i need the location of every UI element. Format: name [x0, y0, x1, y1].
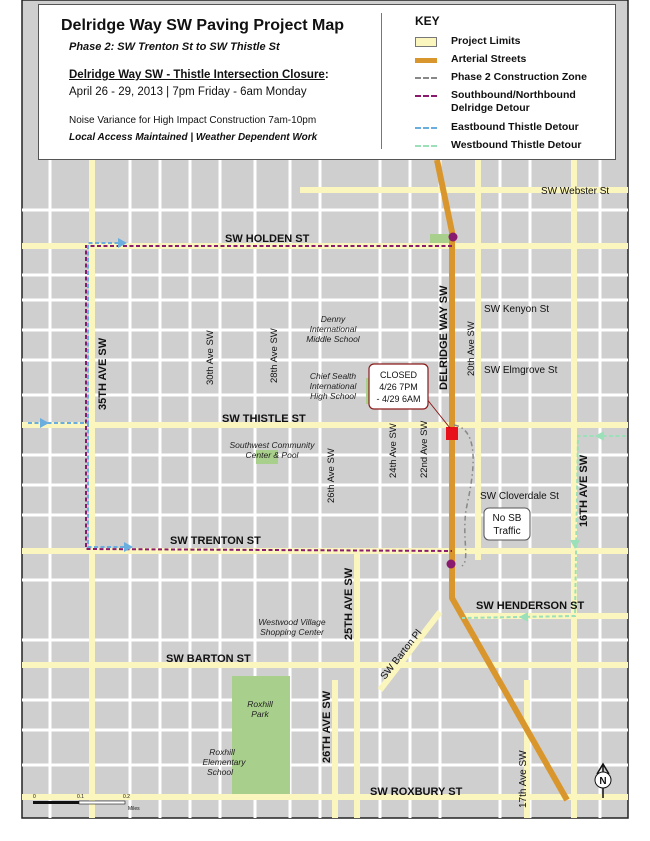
label-22nd: 22nd Ave SW — [419, 420, 430, 478]
label-webster: SW Webster St — [541, 186, 610, 197]
label-delridge: DELRIDGE WAY SW — [438, 285, 450, 390]
label-26th: 26th Ave SW — [326, 448, 337, 503]
noise-variance-note: Noise Variance for High Impact Construction 7am-10pm — [69, 115, 317, 126]
key-label-construction: Phase 2 Construction Zone — [451, 71, 587, 83]
closure-marker — [446, 427, 458, 440]
label-35th: 35TH AVE SW — [97, 337, 109, 410]
key-label-arterial: Arterial Streets — [451, 53, 527, 65]
place-roxhill-school-1: Roxhill — [209, 747, 235, 757]
key-label-nb-sb-line2: Delridge Detour — [451, 102, 530, 114]
detour-point-trenton — [447, 560, 456, 569]
place-denny-1: Denny — [320, 314, 346, 324]
place-sealth-3: High School — [310, 391, 356, 401]
map-title: Delridge Way SW Paving Project Map — [61, 17, 345, 34]
label-henderson: SW HENDERSON ST — [476, 600, 585, 612]
key-item-nb-sb-detour — [415, 89, 576, 119]
north-letter: N — [599, 776, 607, 787]
key-label-nb-sb-line1: Southbound/Northbound — [451, 89, 576, 101]
nb-sb-detour-swatch — [415, 95, 437, 97]
scale-bar-left — [33, 801, 79, 804]
key-label-westbound: Westbound Thistle Detour — [451, 139, 582, 151]
construction-swatch — [415, 77, 437, 79]
map-subtitle: Phase 2: SW Trenton St to SW Thistle St — [69, 41, 280, 53]
key-divider — [381, 13, 382, 149]
key-item-construction — [415, 71, 587, 87]
place-sealth-1: Chief Sealth — [309, 371, 357, 381]
arterial-swatch — [415, 58, 437, 63]
label-elmgrove: SW Elmgrove St — [484, 365, 558, 376]
place-roxhill-park-2: Park — [251, 709, 269, 719]
key-label-nb-sb-detour — [451, 89, 576, 115]
label-barton: SW BARTON ST — [166, 653, 251, 665]
label-25th: 25TH AVE SW — [343, 567, 355, 640]
label-roxbury: SW ROXBURY ST — [370, 786, 463, 798]
label-holden: SW HOLDEN ST — [225, 233, 310, 245]
place-denny-2: International — [309, 324, 357, 334]
label-24th: 24th Ave SW — [388, 423, 399, 478]
key-item-arterial — [415, 53, 526, 69]
closed-line-1: CLOSED — [379, 370, 418, 380]
label-cloverdale: SW Cloverdale St — [480, 491, 559, 502]
scale-unit: Miles — [128, 806, 140, 812]
place-westwood-2: Shopping Center — [260, 627, 324, 637]
access-note: Local Access Maintained | Weather Dependent Work — [69, 132, 318, 143]
closed-line-2: 4/26 7PM — [379, 382, 418, 392]
westbound-detour-swatch — [415, 145, 437, 147]
place-roxhill-park-1: Roxhill — [247, 699, 273, 709]
key-title: KEY — [415, 14, 440, 28]
no-sb-line-1: No SB — [492, 513, 522, 524]
label-30th: 30th Ave SW — [205, 330, 216, 385]
key-label-eastbound: Eastbound Thistle Detour — [451, 121, 579, 133]
key-item-project-limits — [415, 35, 520, 51]
closed-line-3: - 4/29 6AM — [376, 394, 421, 404]
label-20th: 20th Ave SW — [466, 321, 477, 376]
closure-dates: April 26 - 29, 2013 | 7pm Friday - 6am Monday — [69, 86, 307, 98]
key-item-eastbound-detour — [415, 121, 579, 137]
key-item-westbound-detour — [415, 139, 581, 155]
place-community-2: Center & Pool — [245, 450, 299, 460]
scale-bar-mid — [79, 801, 125, 804]
place-roxhill-school-2: Elementary — [202, 757, 246, 767]
detour-point-holden — [449, 233, 458, 242]
label-thistle: SW THISTLE ST — [222, 413, 306, 425]
scale-tick-0: 0 — [33, 794, 36, 800]
place-community-1: Southwest Community — [229, 440, 315, 450]
scale-tick-2: 0.2 — [123, 794, 130, 800]
scale-tick-1: 0.1 — [77, 794, 84, 800]
place-roxhill-school-3: School — [207, 767, 233, 777]
key-label-project-limits: Project Limits — [451, 35, 521, 47]
label-17th: 17th Ave SW — [518, 750, 529, 808]
no-sb-line-2: Traffic — [493, 526, 521, 537]
closure-heading-text: Delridge Way SW - Thistle Intersection Closure — [69, 69, 325, 81]
label-kenyon: SW Kenyon St — [484, 304, 550, 315]
place-westwood-1: Westwood Village — [258, 617, 326, 627]
project-limits-swatch — [415, 37, 437, 47]
place-sealth-2: International — [309, 381, 357, 391]
label-barton-pl: SW Barton Pl — [378, 627, 425, 682]
label-trenton: SW TRENTON ST — [170, 535, 261, 547]
legend-panel — [38, 4, 616, 160]
roxhill-park-area — [232, 676, 290, 794]
place-denny-3: Middle School — [306, 334, 360, 344]
label-28th: 28th Ave SW — [269, 328, 280, 383]
label-26th-lower: 26TH AVE SW — [321, 690, 333, 763]
closure-heading-colon: : — [324, 69, 329, 81]
label-16th: 16TH AVE SW — [578, 454, 590, 527]
closure-heading — [69, 69, 329, 81]
eastbound-detour-swatch — [415, 127, 437, 129]
